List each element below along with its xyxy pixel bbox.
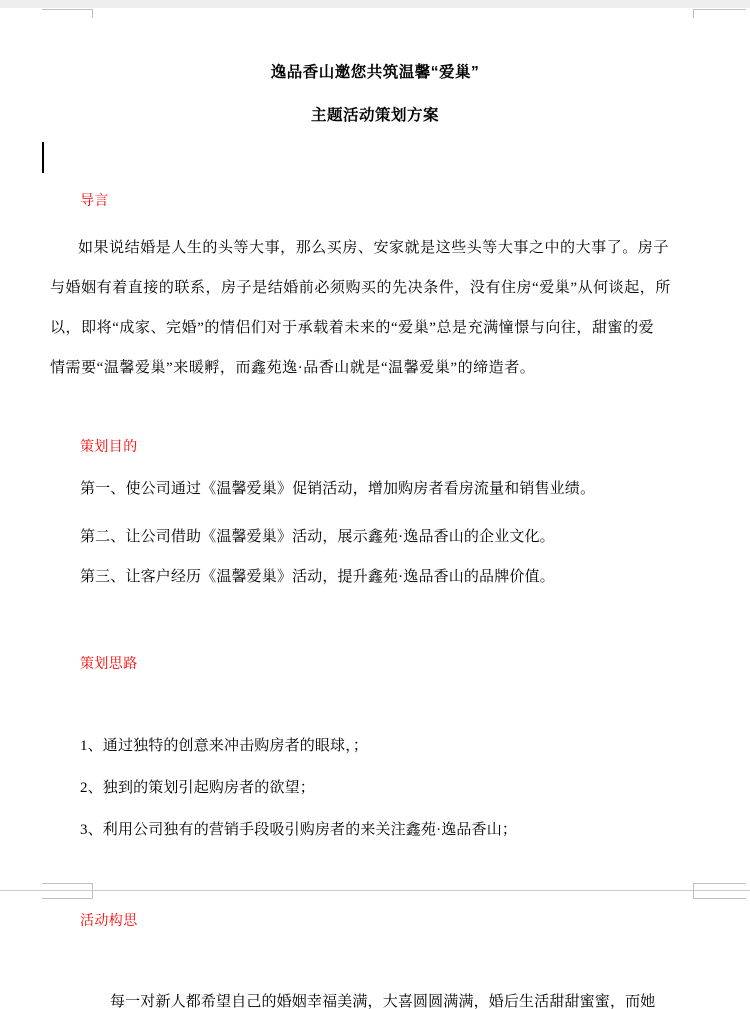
intro-paragraph-line-4: 情需要“温馨爱巢”来暖孵，而鑫苑逸·品香山就是“温馨爱巢”的缔造者。 <box>50 360 536 376</box>
document-title-line-1: 逸品香山邀您共筑温馨“爱巢” <box>270 64 480 81</box>
document-body[interactable] <box>0 8 750 1009</box>
purpose-item-1: 第一、使公司通过《温馨爱巢》促销活动，增加购房者看房流量和销售业绩。 <box>80 481 596 497</box>
purpose-item-3: 第三、让客户经历《温馨爱巢》活动，提升鑫苑·逸品香山的品牌价值。 <box>80 569 555 585</box>
intro-paragraph-line-1: 如果说结婚是人生的头等大事，那么买房、安家就是这些头等大事之中的大事了。房子 <box>78 240 669 256</box>
text-cursor-caret <box>42 142 44 173</box>
section-heading-approach: 策划思路 <box>80 655 138 671</box>
section-heading-introduction: 导言 <box>80 192 109 208</box>
approach-item-1: 1、通过独特的创意来冲击购房者的眼球，； <box>80 738 369 754</box>
document-page-2[interactable] <box>0 891 750 999</box>
purpose-item-2: 第二、让公司借助《温馨爱巢》活动，展示鑫苑·逸品香山的企业文化。 <box>80 529 555 545</box>
intro-paragraph-line-2: 与婚姻有着直接的联系，房子是结婚前必须购买的先决条件，没有住房“爱巢”从何谈起，所 <box>50 280 671 296</box>
activity-concept-paragraph-line-1: 每一对新人都希望自己的婚姻幸福美满，大喜圆圆满满，婚后生活甜甜蜜蜜，而她 <box>110 994 656 1009</box>
margin-mark-bottom-left <box>42 883 93 899</box>
section-heading-purpose: 策划目的 <box>80 438 138 454</box>
section-heading-activity-concept: 活动构思 <box>80 912 138 928</box>
margin-mark-bottom-right <box>693 883 746 899</box>
approach-item-2: 2、独到的策划引起购房者的欲望； <box>80 780 315 796</box>
intro-paragraph-line-3: 以，即将“成家、完婚”的情侣们对于承载着未来的“爱巢”总是充满憧憬与向往，甜蜜的爱 <box>50 320 655 336</box>
approach-item-3: 3、利用公司独有的营销手段吸引购房者的来关注鑫苑·逸品香山； <box>80 822 517 838</box>
app-top-band <box>0 0 750 8</box>
document-title-line-2: 主题活动策划方案 <box>310 107 439 124</box>
